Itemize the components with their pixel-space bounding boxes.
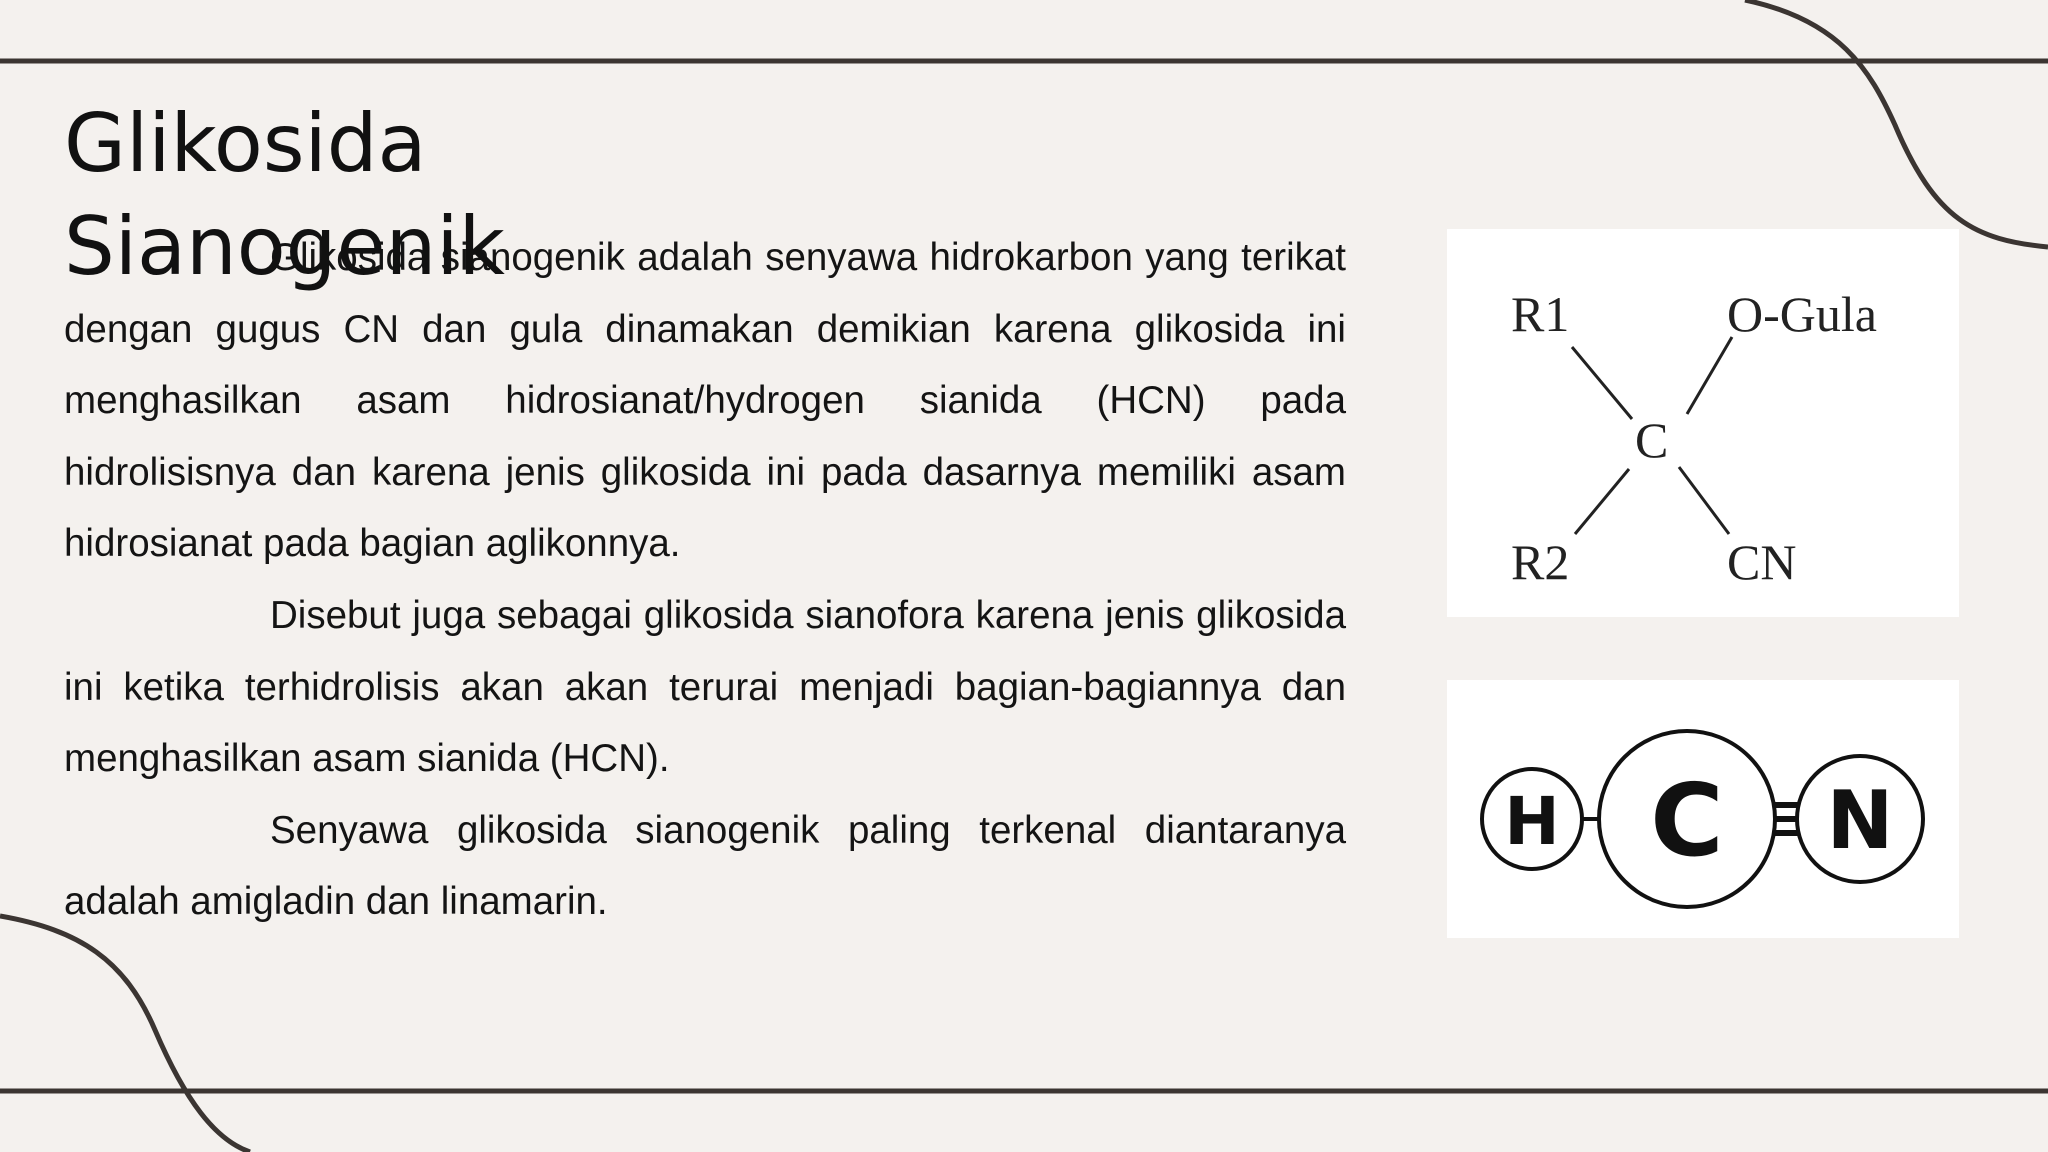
title-line-2: Sianogenik — [64, 200, 505, 293]
bottom-left-curve — [0, 916, 250, 1152]
label-r2: R2 — [1511, 534, 1570, 590]
atom-c-label: C — [1650, 762, 1724, 879]
label-cn: CN — [1727, 534, 1797, 590]
paragraph-2: Disebut juga sebagai glikosida sianofora karena jenis glikosida ini ketika terhidrolisis akan akan terurai menjadi bagian-bagiannya dan menghasilkan asam sianida (HCN). — [64, 593, 1346, 781]
title-line-1: Glikosida — [64, 97, 427, 190]
bond-cn — [1679, 467, 1729, 534]
paragraph-1: Glikosida sianogenik adalah senyawa hidrokarbon yang terikat dengan gugus CN dan gula dinamakan demikian karena glikosida ini menghasilkan asam hidrosianat/hydrogen sianida (HCN) pada hidrolisisnya dan karena jenis glikosida ini pada dasarnya memiliki asam hidrosianat pada bagian aglikonnya. — [64, 236, 1346, 566]
label-c: C — [1635, 412, 1669, 468]
body-text — [64, 222, 1346, 938]
slide-title — [64, 92, 505, 298]
bond-r2 — [1575, 469, 1629, 534]
bond-o-gula — [1687, 337, 1732, 414]
bond-r1 — [1572, 347, 1632, 419]
top-right-curve — [1745, 0, 2048, 247]
paragraph-3: Senyawa glikosida sianogenik paling terkenal diantaranya adalah amigladin dan linamarin. — [64, 808, 1346, 924]
glycoside-structure-image — [1447, 229, 1959, 617]
atom-h-label: H — [1504, 783, 1560, 860]
hcn-molecule-image — [1447, 680, 1959, 938]
label-o-gula: O-Gula — [1727, 286, 1877, 342]
atom-n-label: N — [1826, 774, 1894, 867]
label-r1: R1 — [1511, 286, 1570, 342]
